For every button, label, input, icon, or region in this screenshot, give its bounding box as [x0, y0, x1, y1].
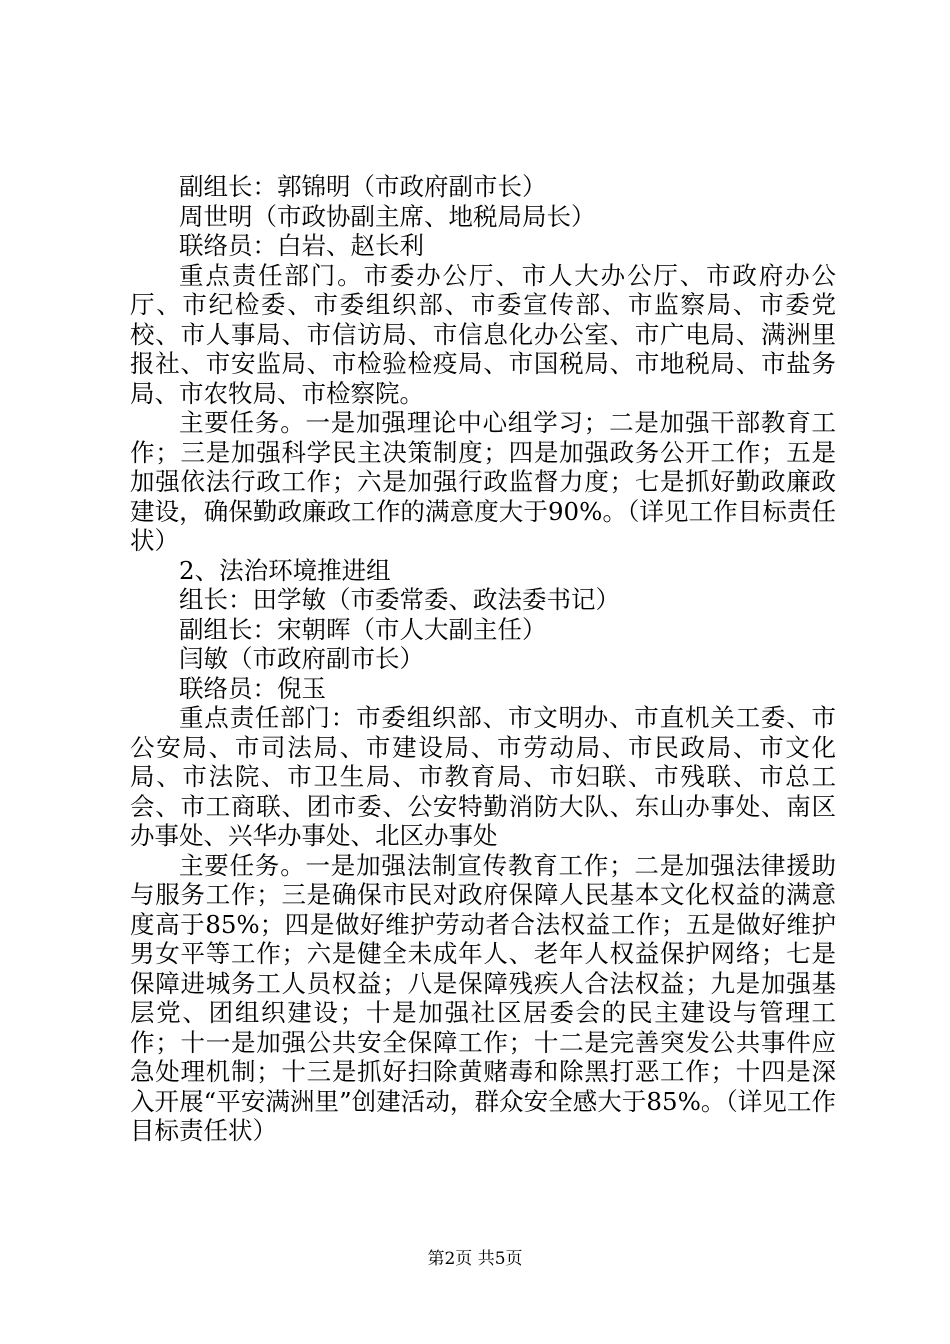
- document-body: [130, 172, 836, 1146]
- deputy-leader-line-4: 闫敏（市政府副市长）: [179, 644, 424, 673]
- page-footer: 第2页 共5页: [427, 1249, 523, 1269]
- deputy-leader-line-3: 副组长：宋朝晖（市人大副主任）: [179, 614, 547, 644]
- key-departments-paragraph: 重点责任部门。市委办公厅、市人大办公厅、市政府办公厅、市纪检委、市委组织部、市委宣传部、市监察局、市委党校、市人事局、市信访局、市信息化办公室、市广电局、满洲里报社、市安监局、市检验检疫局、市国税局、市地税局、市盐务局、市农牧局、市检察院。: [130, 260, 836, 408]
- group-leader-line: 组长：田学敏（市委常委、政法委书记）: [179, 585, 620, 614]
- deputy-leader-line-2: 周世明（市政协副主席、地税局局长）: [179, 201, 596, 231]
- section-heading: 2、法治环境推进组: [179, 555, 391, 585]
- liaison-line-2: 联络员：倪玉: [179, 673, 326, 703]
- deputy-leader-line: 副组长：郭锦明（市政府副市长）: [179, 172, 547, 201]
- main-tasks-paragraph: 主要任务。一是加强理论中心组学习；二是加强干部教育工作；三是加强科学民主决策制度；四是加强政务公开工作；五是加强依法行政工作；六是加强行政监督力度；七是抓好勤政廉政建设，确保勤政廉政工作的满意度大于90%。（详见工作目标责任状）: [130, 408, 836, 555]
- main-tasks-paragraph-2: 主要任务。一是加强法制宣传教育工作；二是加强法律援助与服务工作；三是确保市民对政府保障人民基本文化权益的满意度高于85%；四是做好维护劳动者合法权益工作；五是做好维护男女平等工作；六是健全未成年人、老年人权益保护网络；七是保障进城务工人员权益；八是保障残疾人合法权益；九是加强基层党、团组织建设；十是加强社区居委会的民主建设与管理工作；十一是加强公共安全保障工作；十二是完善突发公共事件应急处理机制；十三是抓好扫除黄赌毒和除黑打恶工作；十四是深入开展“平安满洲里”创建活动，群众安全感大于85%。（详见工作目标责任状）: [130, 850, 836, 1145]
- liaison-line: 联络员：白岩、赵长利: [179, 231, 424, 260]
- key-departments-paragraph-2: 重点责任部门：市委组织部、市文明办、市直机关工委、市公安局、市司法局、市建设局、市劳动局、市民政局、市文化局、市法院、市卫生局、市教育局、市妇联、市残联、市总工会、市工商联、团市委、公安特勤消防大队、东山办事处、南区办事处、兴华办事处、北区办事处: [130, 703, 836, 850]
